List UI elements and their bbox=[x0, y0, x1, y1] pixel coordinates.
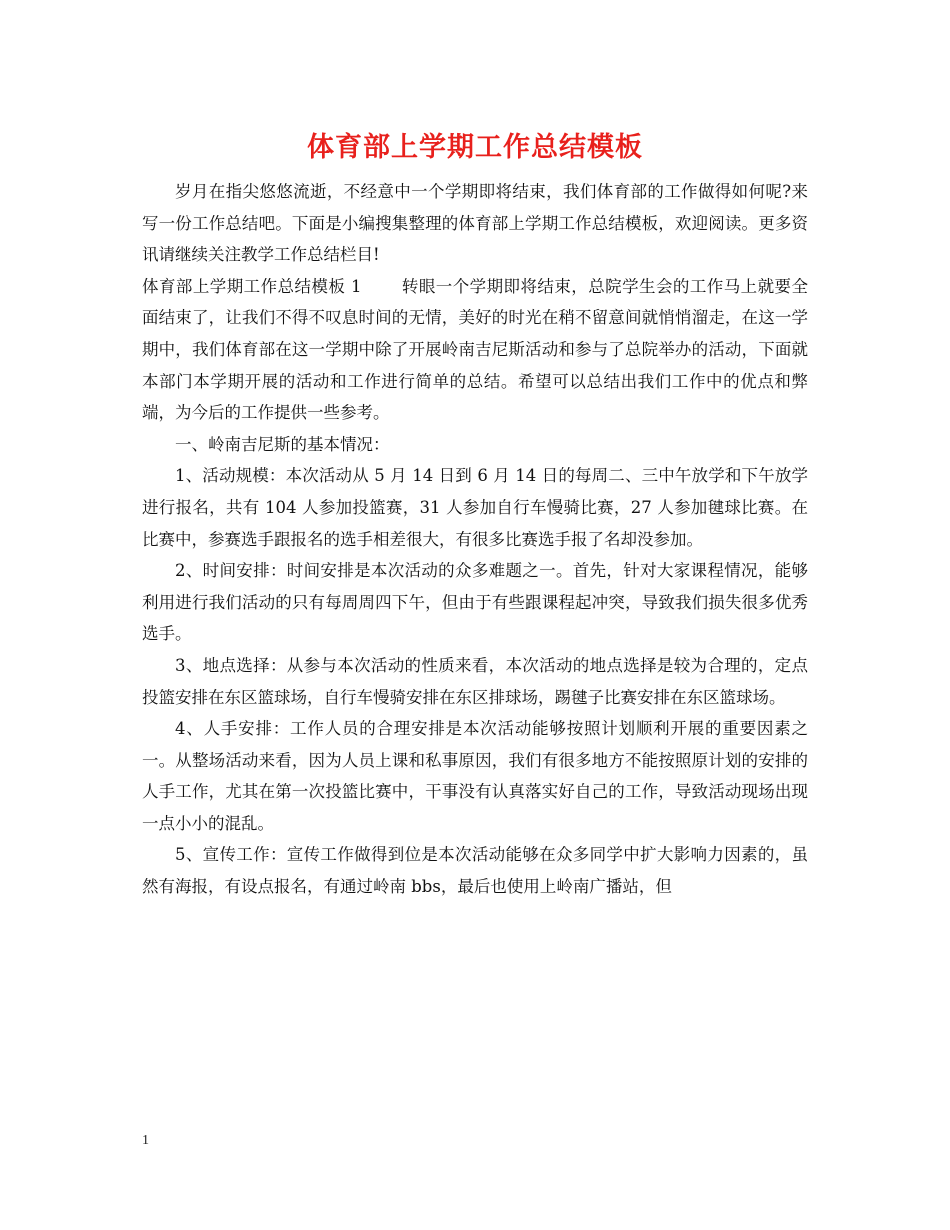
section-heading: 体育部上学期工作总结模板 1 bbox=[142, 276, 362, 296]
paragraph-publicity: 5、宣传工作：宣传工作做得到位是本次活动能够在众多同学中扩大影响力因素的，虽然有海报，有设点报名，有通过岭南 bbs，最后也使用上岭南广播站，但 bbox=[142, 845, 808, 897]
document-body bbox=[142, 176, 808, 903]
heading-basic-info: 一、岭南吉尼斯的基本情况： bbox=[175, 434, 390, 454]
paragraph-venue-selection: 3、地点选择：从参与本次活动的性质来看，本次活动的地点选择是较为合理的，定点投篮安排在东区篮球场，自行车慢骑安排在东区排球场，踢毽子比赛安排在东区篮球场。 bbox=[142, 655, 808, 707]
section-opening: 转眼一个学期即将结束，总院学生会的工作马上就要全面结束了，让我们不得不叹息时间的无情，美好的时光在稍不留意间就悄悄溜走，在这一学期中，我们体育部在这一学期中除了开展岭南吉尼斯活动和参与了总院举办的活动，下面就本部门本学期开展的活动和工作进行简单的总结。希望可以总结出我们工作中的优点和弊端，为今后的工作提供一些参考。 bbox=[142, 276, 808, 423]
paragraph-staffing: 4、人手安排：工作人员的合理安排是本次活动能够按照计划顺利开展的重要因素之一。从整场活动来看，因为人员上课和私事原因，我们有很多地方不能按照原计划的安排的人手工作，尤其在第一次投篮比赛中，干事没有认真落实好自己的工作，导致活动现场出现一点小小的混乱。 bbox=[142, 719, 808, 833]
page-number: 1 bbox=[142, 1133, 149, 1148]
paragraph-time-arrangement: 2、时间安排：时间安排是本次活动的众多难题之一。首先，针对大家课程情况，能够利用进行我们活动的只有每周周四下午，但由于有些跟课程起冲突，导致我们损失很多优秀选手。 bbox=[142, 561, 808, 644]
paragraph-activity-scale: 1、活动规模：本次活动从 5 月 14 日到 6 月 14 日的每周二、三中午放学和下午放学进行报名，共有 104 人参加投篮赛，31 人参加自行车慢骑比赛，27 人参加毽球比赛。在比赛中，参赛选手跟报名的选手相差很大，有很多比赛选手报了名却没参加。 bbox=[142, 466, 808, 549]
intro-paragraph: 岁月在指尖悠悠流逝，不经意中一个学期即将结束，我们体育部的工作做得如何呢?来写一份工作总结吧。下面是小编搜集整理的体育部上学期工作总结模板，欢迎阅读。更多资讯请继续关注教学工作总结栏目! bbox=[142, 182, 808, 265]
document-title: 体育部上学期工作总结模板 bbox=[307, 132, 643, 163]
section-paragraph bbox=[142, 271, 808, 429]
